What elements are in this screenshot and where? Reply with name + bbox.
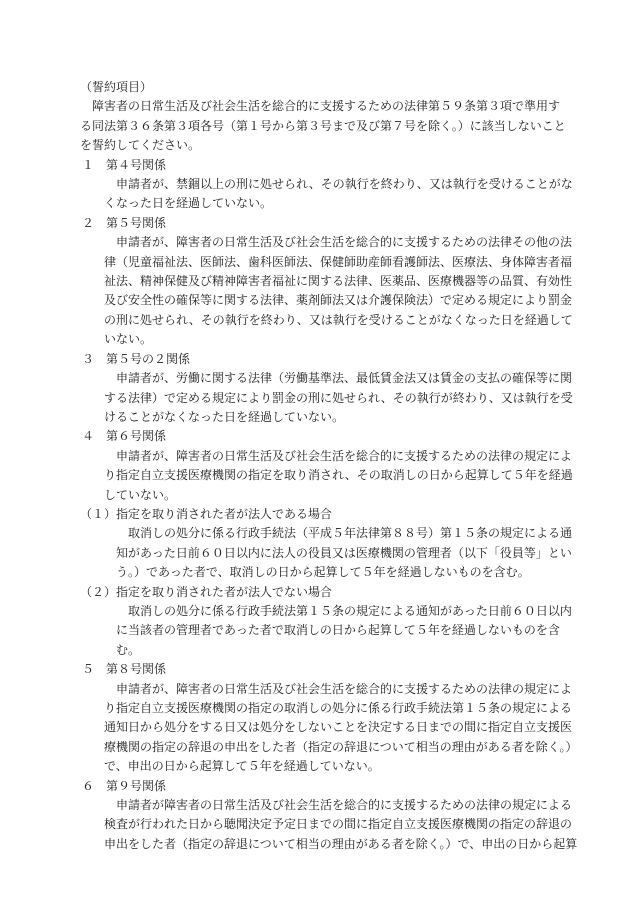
- text-line: 取消しの処分に係る行政手続法第１５条の規定による通知があった日前６０日以内: [128, 603, 572, 618]
- text-line: 申請者が、労働に関する法律（労働基準法、最低賃金法又は賃金の支払の確保等に関: [116, 371, 573, 386]
- section-title: 第５号の２関係: [106, 351, 191, 366]
- text-line: る同法第３６条第３項各号（第１号から第３号まで及び第７号を除く。）に該当しないこと: [80, 118, 566, 133]
- section-number: ５: [82, 662, 95, 677]
- text-line: 検査が行われた日から聴聞決定予定日までの間に指定自立支援医療機関の指定の辞退の: [104, 817, 573, 832]
- section-number: ３: [82, 351, 95, 366]
- text-line: り指定自立支援医療機関の指定を取り消され、その取消しの日から起算して５年を経過: [104, 468, 573, 483]
- section-title: 第８号関係: [106, 662, 167, 677]
- section-title: 第６号関係: [106, 429, 167, 444]
- section-3: [80, 350, 573, 428]
- section-5: [80, 660, 578, 776]
- text-line: 申請者が、障害者の日常生活及び社会生活を総合的に支援するための法律その他の法: [116, 235, 573, 250]
- text-line: 申出をした者（指定の辞退について相当の理由がある者を除く。）で、申出の日から起算: [104, 836, 578, 851]
- pledge-document: [80, 78, 578, 854]
- section-heading: [80, 777, 550, 796]
- text-line: 知があった日前６０日以内に法人の役員又は医療機関の管理者（以下「役員等」とい: [116, 545, 572, 560]
- section-number: ４: [82, 429, 95, 444]
- text-line: 及び安全性の確保等に関する法律、薬剤師法又は介護保険法）で定める規定により罰金: [104, 293, 573, 308]
- section-number: ２: [82, 215, 95, 230]
- text-line: 申請者が、障害者の日常生活及び社会生活を総合的に支援するための法律の規定によ: [116, 448, 573, 463]
- text-line: 療機関の指定の辞退の申出をした者（指定の辞退について相当の理由がある者を除く。）: [104, 739, 578, 754]
- text-line: 律（児童福祉法、医師法、歯科医師法、保健師助産師看護師法、医療法、身体障害者福: [104, 254, 573, 269]
- text-line: していない。: [104, 487, 177, 502]
- subsection-4-1: [80, 505, 573, 583]
- text-line: を誓約してください。: [80, 138, 201, 153]
- section-heading: [80, 427, 550, 446]
- text-line: 申請者が、障害者の日常生活及び社会生活を総合的に支援するための法律の規定によ: [116, 681, 573, 696]
- section-heading: [80, 214, 550, 233]
- doc-header: （誓約項目）: [80, 80, 153, 94]
- text-line: に当該者の管理者であった者で取消しの日から起算して５年を経過しないものを含: [116, 623, 560, 638]
- section-2: [80, 214, 573, 350]
- section-heading: [80, 660, 550, 679]
- text-line: くなった日を経過していない。: [104, 196, 273, 211]
- section-heading: [80, 350, 550, 369]
- subsection-4-2: [80, 583, 572, 661]
- text-line: り指定自立支援医療機関の指定の取消しの処分に係る行政手続法第１５条の規定による: [104, 701, 573, 715]
- text-line: 申請者が、禁錮以上の刑に処せられ、その執行を終わり、又は執行を受けることがな: [116, 177, 573, 192]
- text-line: 通知日から処分をする日又は処分をしないことを決定する日までの間に指定自立支援医: [104, 720, 573, 735]
- text-line: 障害者の日常生活及び社会生活を総合的に支援するための法律第５９条第３項で準用す: [92, 99, 561, 114]
- text-line: けることがなくなった日を経過していない。: [104, 409, 345, 424]
- text-line: いない。: [104, 332, 153, 347]
- section-heading: [80, 156, 550, 175]
- subsection-title: （２）指定を取り消された者が法人でない場合: [80, 584, 333, 599]
- section-4: [80, 427, 573, 660]
- subsection-title: （１）指定を取り消された者が法人である場合: [80, 506, 333, 521]
- section-1: [80, 156, 573, 214]
- section-6: [80, 777, 578, 855]
- text-line: 祉法、精神保健及び精神障害者福祉に関する法律、医薬品、医療機器等の品質、有効性: [104, 274, 573, 289]
- section-title: 第９号関係: [106, 778, 167, 793]
- text-line: で、申出の日から起算して５年を経過していない。: [104, 759, 380, 774]
- text-line: 申請者が障害者の日常生活及び社会生活を総合的に支援するための法律の規定による: [116, 798, 573, 813]
- intro-paragraph: [80, 97, 566, 155]
- text-line: の刑に処せられ、その執行を終わり、又は執行を受けることがなくなった日を経過して: [104, 312, 573, 327]
- text-line: 取消しの処分に係る行政手続法（平成５年法律第８８号）第１５条の規定による通: [128, 526, 573, 541]
- section-title: 第４号関係: [106, 157, 167, 172]
- text-line: む。: [116, 642, 141, 657]
- text-line: う。）であった者で、取消しの日から起算して５年を経過しないものを含む。: [116, 565, 530, 580]
- section-number: １: [82, 157, 95, 172]
- section-title: 第５号関係: [106, 215, 167, 230]
- text-line: する法律）で定める規定により罰金の刑に処せられ、その執行が終わり、又は執行を受: [104, 390, 573, 405]
- section-number: ６: [82, 778, 95, 793]
